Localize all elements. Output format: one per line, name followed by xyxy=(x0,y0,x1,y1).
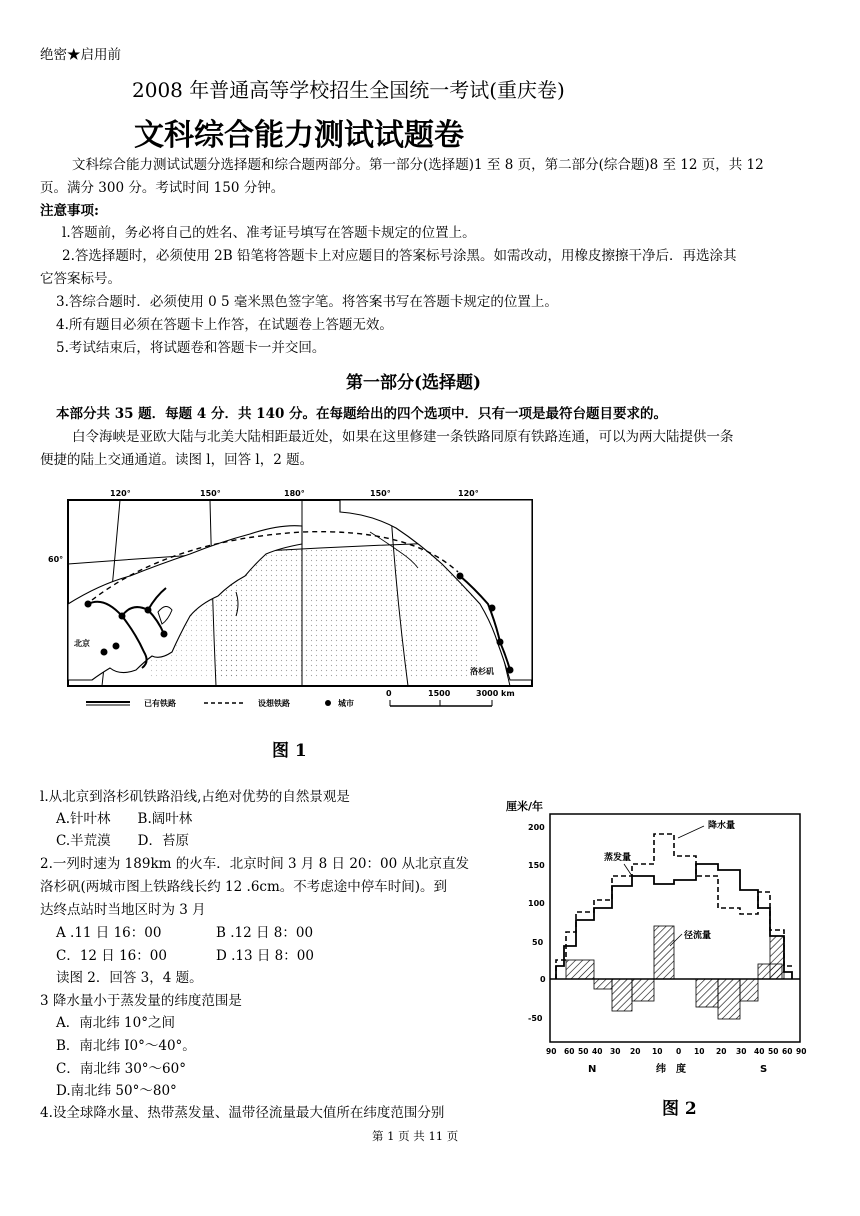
note-item-2-cont: 它答案标号。 xyxy=(40,271,121,287)
label-precip: 降水量 xyxy=(708,821,736,831)
x-axis-n: N xyxy=(588,1064,597,1075)
x-tick-10-n: 10 xyxy=(652,1047,663,1056)
x-tick-20-n: 20 xyxy=(630,1047,641,1056)
lon-label-3: 180° xyxy=(284,489,305,498)
lon-label-2: 150° xyxy=(200,489,221,498)
label-evap: 蒸发量 xyxy=(604,853,632,863)
question-2-option-c: C．12 日 16：00 xyxy=(56,948,167,964)
paper-title: 文科综合能力测试试题卷 xyxy=(134,118,464,153)
note-item-5: 5.考试结束后，将试题卷和答题卡一并交回。 xyxy=(56,340,326,356)
question-2-line-2: 洛杉矾(两城市图上铁路线长约 12 .6cm。不考虑途中停车时间)。到 xyxy=(40,879,448,895)
note-item-1: l.答题前，务必将自己的姓名、准考证号填写在答题卡规定的位置上。 xyxy=(62,225,476,241)
scale-0: 0 xyxy=(386,689,392,698)
figure1-map xyxy=(40,484,540,714)
y-tick-50: 50 xyxy=(532,938,544,947)
x-tick-90-n: 90 xyxy=(546,1047,557,1056)
x-tick-60-n: 60 xyxy=(564,1047,575,1056)
y-tick-200: 200 xyxy=(528,823,545,832)
note-item-2: 2.答选择题时，必须使用 2B 铅笔将答题卡上对应题目的答案标号涂黑。如需改动，用橡皮擦擦干净后．再选涂其 xyxy=(62,248,737,264)
city-beijing-label: 北京 xyxy=(74,639,90,648)
x-tick-30-n: 30 xyxy=(610,1047,621,1056)
secret-label: 绝密★启用前 xyxy=(40,47,121,63)
notes-heading: 注意事项: xyxy=(40,203,99,219)
figure2-ylabel: 厘米/年 xyxy=(506,800,544,813)
figure2-chart xyxy=(506,796,818,1082)
question-1: l.从北京到洛杉矶铁路沿线,占绝对优势的自然景观是 xyxy=(40,789,350,805)
question-2-line-1: 2.一列时速为 189km 的火车．北京时间 3 月 8 日 20：00 从北京直发 xyxy=(40,856,469,872)
x-axis-title: 纬 度 xyxy=(656,1064,686,1075)
figure1-caption: 图 1 xyxy=(272,741,307,761)
x-tick-90-s: 90 xyxy=(796,1047,807,1056)
x-axis-s: S xyxy=(760,1064,768,1075)
question-3-option-c: C．南北纬 30°～60° xyxy=(56,1061,186,1077)
label-runoff: 径流量 xyxy=(684,931,712,941)
legend-city: 城市 xyxy=(338,699,354,708)
question-2-option-a: A .11 日 16：00 xyxy=(56,925,162,941)
x-tick-0: 0 xyxy=(676,1047,682,1056)
y-tick-150: 150 xyxy=(528,861,545,870)
question-2-line-3: 达终点站时当地区时为 3 月 xyxy=(40,902,206,918)
x-tick-30-s: 30 xyxy=(736,1047,747,1056)
lat-label: 60° xyxy=(48,555,64,564)
y-tick-neg50: -50 xyxy=(528,1014,543,1023)
exam-title: 2008 年普通高等学校招生全国统一考试(重庆卷) xyxy=(132,78,565,102)
x-tick-50-n: 50 xyxy=(578,1047,589,1056)
y-tick-0: 0 xyxy=(540,975,546,984)
question-1-options-cd: C.半荒漠 D．苔原 xyxy=(56,833,189,849)
lon-label-4: 150° xyxy=(370,489,391,498)
x-tick-40-s: 40 xyxy=(754,1047,765,1056)
question-1-options-ab: A.针叶林 B.阔叶林 xyxy=(56,811,193,827)
context-line-2: 便捷的陆上交通通道。读图 l，回答 l，2 题。 xyxy=(40,452,314,468)
x-tick-40-n: 40 xyxy=(592,1047,603,1056)
x-tick-10-s: 10 xyxy=(694,1047,705,1056)
question-3: 3 降水量小于蒸发量的纬度范围是 xyxy=(40,993,242,1009)
note-item-3: 3.答综合题时．必须使用 0 5 毫米黑色签字笔。将答案书写在答题卡规定的位置上。 xyxy=(56,294,558,310)
scale-3000: 3000 km xyxy=(476,689,515,698)
intro-line-1: 文科综合能力测试试题分选择题和综合题两部分。第一部分(选择题)1 至 8 页，第二部分(综合题)8 至 12 页，共 12 xyxy=(72,157,764,173)
question-3-option-b: B．南北纬 I0°～40°。 xyxy=(56,1038,196,1054)
city-la-label: 洛杉矶 xyxy=(470,667,494,676)
scale-1500: 1500 xyxy=(428,689,451,698)
x-tick-60-s: 60 xyxy=(782,1047,793,1056)
question-4: 4.设全球降水量、热带蒸发量、温带径流量最大值所在纬度范围分别 xyxy=(40,1105,445,1121)
lon-label-1: 120° xyxy=(110,489,131,498)
note-item-4: 4.所有题目必须在答题卡上作答，在试题卷上答题无效。 xyxy=(56,317,393,333)
section-title: 第一部分(选择题) xyxy=(346,373,482,393)
question-2-option-d: D .13 日 8：00 xyxy=(216,948,314,964)
page-footer: 第 1 页 共 11 页 xyxy=(372,1129,459,1143)
question-3-option-d: D.南北纬 50°～80° xyxy=(56,1083,177,1099)
question-2-option-b: B .12 日 8：00 xyxy=(216,925,314,941)
lon-label-5: 120° xyxy=(458,489,479,498)
legend-existing: 已有铁路 xyxy=(144,699,176,708)
read-figure2: 读图 2．回答 3，4 题。 xyxy=(56,970,203,986)
y-tick-100: 100 xyxy=(528,899,545,908)
context-line-1: 白令海峡是亚欧大陆与北美大陆相距最近处，如果在这里修建一条铁路同原有铁路连通，可以为两大陆提供一条 xyxy=(72,429,734,445)
x-tick-50-s: 50 xyxy=(768,1047,779,1056)
legend-planned: 设想铁路 xyxy=(258,699,290,708)
question-3-option-a: A．南北纬 10°之间 xyxy=(56,1015,175,1031)
section-instruction: 本部分共 35 题．每题 4 分．共 140 分。在每题给出的四个选项中．只有一项是最符台题目要求的。 xyxy=(56,406,668,422)
x-tick-20-s: 20 xyxy=(716,1047,727,1056)
intro-line-2: 页。满分 300 分。考试时间 150 分钟。 xyxy=(40,180,285,196)
figure2-caption: 图 2 xyxy=(662,1099,697,1119)
